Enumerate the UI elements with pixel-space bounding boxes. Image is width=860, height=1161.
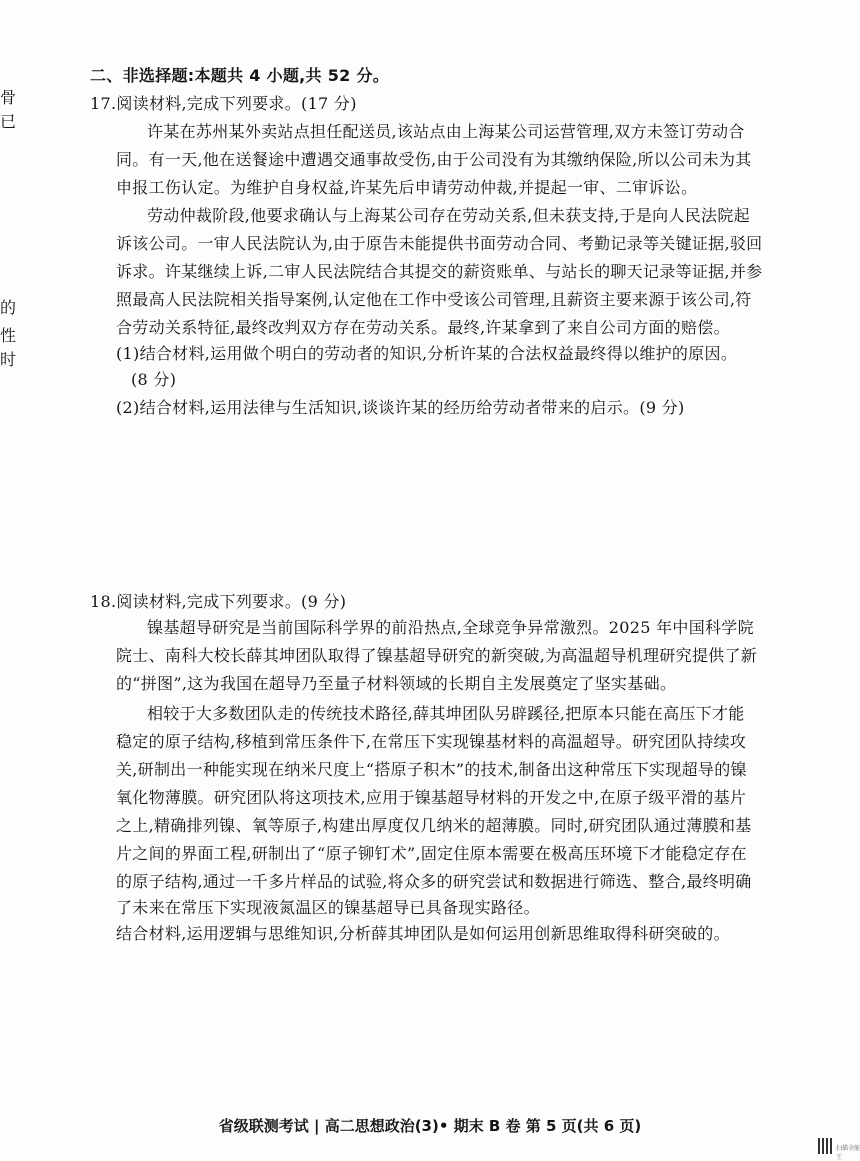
margin-fragment: 已	[0, 112, 17, 131]
q18-line: 院士、南科大校长薛其坤团队取得了镍基超导研究的新突破,为高温超导机理研究提供了新	[116, 646, 758, 665]
margin-fragment: 骨	[0, 88, 17, 107]
page-footer: 省级联测考试 | 高二思想政治(3)• 期末 B 卷 第 5 页(共 6 页)	[218, 1117, 642, 1135]
q18-line: 了未来在常压下实现液氮温区的镍基超导已具备现实路径。	[116, 898, 540, 917]
q17-line: 诉该公司。一审人民法院认为,由于原告未能提供书面劳动合同、考勤记录等关键证据,驳回	[116, 234, 763, 253]
q18-line: 镍基超导研究是当前国际科学界的前沿热点,全球竞争异常激烈。2025 年中国科学院	[147, 618, 754, 637]
q17-title: 17.阅读材料,完成下列要求。(17 分)	[90, 94, 357, 113]
q17-sub1: (1)结合材料,运用做个明白的劳动者的知识,分析许某的合法权益最终得以维护的原因。	[116, 344, 738, 363]
margin-fragment: 性	[0, 326, 17, 345]
q18-line: 之上,精确排列镍、氧等原子,构建出厚度仅几纳米的超薄膜。同时,研究团队通过薄膜和基	[116, 816, 752, 835]
margin-fragment: 的	[0, 298, 17, 317]
q18-title: 18.阅读材料,完成下列要求。(9 分)	[90, 592, 347, 611]
watermark: 扫描全能王	[836, 1145, 860, 1161]
q18-line: 稳定的原子结构,移植到常压条件下,在常压下实现镍基材料的高温超导。研究团队持续攻	[116, 732, 747, 751]
q18-line: 片之间的界面工程,研制出了“原子铆钉术”,固定住原本需要在极高压环境下才能稳定存在	[116, 844, 747, 863]
q18-line: 关,研制出一种能实现在纳米尺度上“搭原子积木”的技术,制备出这种常压下实现超导的镍	[116, 760, 747, 779]
q17-line: 合劳动关系特征,最终改判双方存在劳动关系。最终,许某拿到了来自公司方面的赔偿。	[116, 318, 730, 337]
q17-line: 诉求。许某继续上诉,二审人民法院结合其提交的薪资账单、与站长的聊天记录等证据,并参	[116, 262, 763, 281]
q18-line: 氧化物薄膜。研究团队将这项技术,应用于镍基超导材料的开发之中,在原子级平滑的基片	[116, 788, 747, 807]
q17-sub2: (2)结合材料,运用法律与生活知识,谈谈许某的经历给劳动者带来的启示。(9 分)	[116, 398, 685, 417]
q18-line: 的原子结构,通过一千多片样品的试验,将众多的研究尝试和数据进行筛选、整合,最终明确	[116, 872, 752, 891]
margin-fragment: 时	[0, 350, 17, 369]
q17-line: 同。有一天,他在送餐途中遭遇交通事故受伤,由于公司没有为其缴纳保险,所以公司未为其	[116, 150, 752, 169]
section-header: 二、非选择题:本题共 4 小题,共 52 分。	[90, 66, 390, 85]
q17-line: 申报工伤认定。为维护自身权益,许某先后申请劳动仲裁,并提起一审、二审诉讼。	[116, 178, 698, 197]
q17-line: 照最高人民法院相关指导案例,认定他在工作中受该公司管理,且薪资主要来源于该公司,符	[116, 290, 752, 309]
q17-line: 许某在苏州某外卖站点担任配送员,该站点由上海某公司运营管理,双方未签订劳动合	[147, 122, 745, 141]
q18-line: 的“拼图”,这为我国在超导乃至量子材料领域的长期自主发展奠定了坚实基础。	[116, 674, 677, 693]
q17-line: 劳动仲裁阶段,他要求确认与上海某公司存在劳动关系,但未获支持,于是向人民法院起	[147, 206, 750, 225]
qr-code-icon	[818, 1138, 834, 1154]
q18-line: 相较于大多数团队走的传统技术路径,薛其坤团队另辟蹊径,把原本只能在高压下才能	[147, 704, 745, 723]
q18-question: 结合材料,运用逻辑与思维知识,分析薛其坤团队是如何运用创新思维取得科研突破的。	[116, 924, 730, 943]
q17-sub1-score: (8 分)	[131, 370, 177, 389]
